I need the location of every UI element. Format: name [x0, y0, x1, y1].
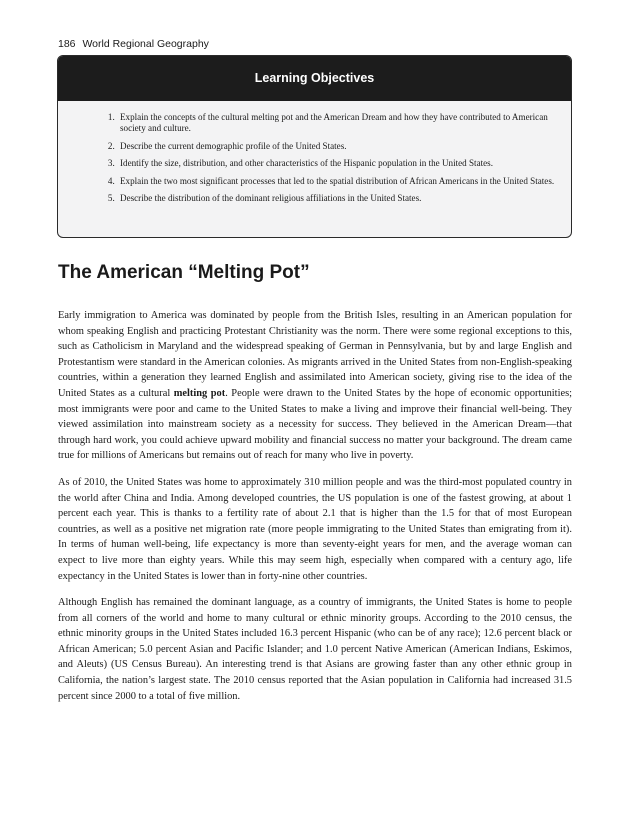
section-title: The American “Melting Pot”: [58, 262, 310, 283]
learning-objectives-list: [58, 112, 571, 204]
objective-item: 3. Identify the size, distribution, and other characteristics of the Hispanic population in the United States.: [117, 158, 555, 169]
key-term: melting pot: [173, 387, 226, 399]
objective-item: 5. Describe the distribution of the dominant religious affiliations in the United States.: [117, 193, 555, 204]
paragraph: [58, 308, 572, 464]
learning-objectives-title: Learning Objectives: [58, 56, 571, 101]
paragraph-text: . People were drawn to the United States by the hope of economic opportunities; most immigrants were poor and came to the United States to make a living and improve their financial well-being. They viewed assimilation into mainstream society as a necessity for success. They believed in the American Dream—that through hard work, you could achieve upward mobility and financial success no matter your background. The dream came true for millions of Americans but remains out of reach for many who live in poverty.: [58, 387, 572, 462]
objective-item: 2. Describe the current demographic profile of the United States.: [117, 141, 555, 152]
paragraph: As of 2010, the United States was home to approximately 310 million people and was the third-most populated country in the world after China and India. Among developed countries, the US population is one of the fastest growing, at about 1 percent each year. This is thanks to a fertility rate of about 2.1 that is higher than the 1.5 for that of most European countries, as well as a positive net migration rate (more people immigrating to the United States than emigrating from it). In terms of human well-being, life expectancy is more than seventy-eight years for men, and the average woman can expect to live more than eighty years. While this may seem high, especially when compared with a century ago, life expectancy in the United States is lower than in forty-nine other countries.: [58, 476, 572, 582]
paragraph: Although English has remained the dominant language, as a country of immigrants, the United States is home to people from all corners of the world and home to many cultural or ethnic minority groups. According to the 2010 census, the ethnic minority groups in the United States included 16.3 percent Hispanic (who can be of any race); 12.6 percent black or African American; 5.0 percent Asian and Pacific Islander; and 1.0 percent Native American (American Indians, Eskimos, and Aleuts) (US Census Bureau). An interesting trend is that Asians are growing faster than any other ethnic group in California, the nation’s largest state. The 2010 census reported that the Asian population in California had increased 31.5 percent since 2000 to a total of five million.: [58, 597, 572, 702]
book-title: World Regional Geography: [82, 38, 209, 50]
running-head: [58, 38, 209, 50]
objective-item: 4. Explain the two most significant processes that led to the spatial distribution of African Americans in the United States.: [117, 176, 555, 187]
objective-item: 1. Explain the concepts of the cultural melting pot and the American Dream and how they have contributed to American society and culture.: [117, 112, 555, 134]
paragraph-text: Early immigration to America was dominated by people from the British Isles, resulting in an American population for whom speaking English and practicing Protestant Christianity was the norm. There were some regional exceptions to this, such as Catholicism in Maryland and the widespread speaking of German in Pennsylvania, but by and large English and Protestantism were standard in the American colonies. As migrants arrived in the United States from non-English-speaking countries, within a generation they learned English and assimilated into American society, giving rise to the idea of the United States as a cultural: [58, 310, 572, 399]
body-text: [58, 308, 572, 715]
learning-objectives-box: [57, 55, 572, 238]
page-number: 186: [58, 38, 76, 50]
